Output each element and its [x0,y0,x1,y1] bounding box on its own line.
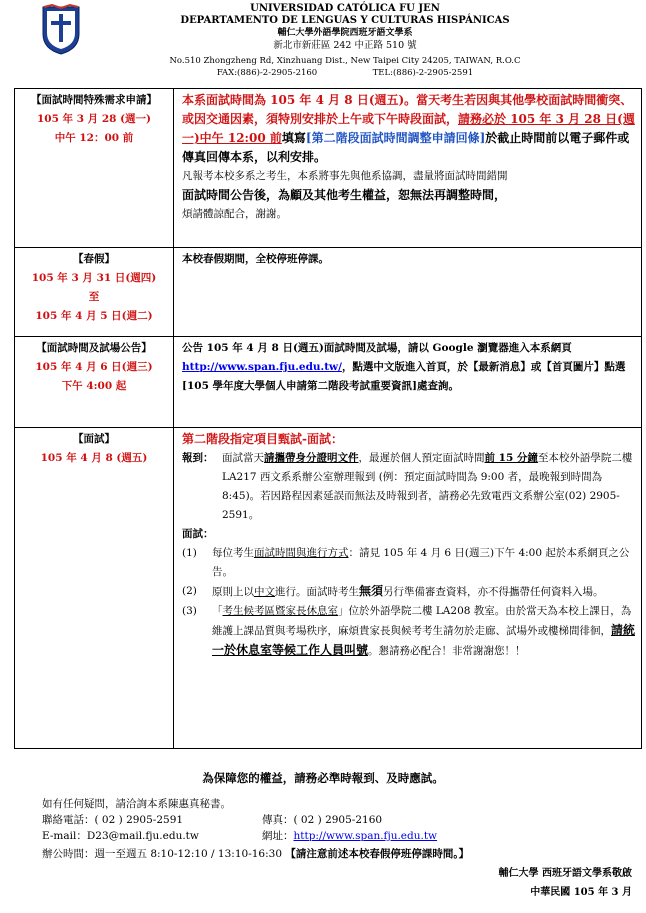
tel: TEL:(886)-2-2905-2591 [372,68,474,78]
row-label: 【春假】 [73,253,115,265]
row-label: 【面試時間特殊需求申請】 [31,94,157,106]
row-date: 105 年 3 月 28 (週一) [36,113,152,125]
row-date-start: 105 年 3 月 31 日(週四) [31,272,157,284]
footer-fax: 傳真：( 02 ) 2905-2160 [262,814,383,826]
announcement-paragraph: 公告 105 年 4 月 8 日(週五)面試時間及試場，請以 Google 瀏覽器進入本系網頁 http://www.span.fju.edu.tw/，點選中文版進入首頁，於【最新消息】或【首頁圖片】點選[105 學年度大學個人申請第二階段考試重要資訊]處查詢。 [182,342,626,392]
row-date: 105 年 4 月 8 (週五) [40,452,148,464]
row-label-cell [15,89,174,248]
fax: FAX:(886)-2-2905-2160 [216,68,318,78]
report-label: 報到： [182,452,214,464]
footer-website: 網址：http://www.span.fju.edu.tw [262,830,438,842]
footer-email: E-mail：D23@mail.fju.edu.tw [42,830,199,842]
address-english: No.510 Zhongzheng Rd, Xinzhuang Dist., New Taipei City 24205, TAIWAN, R.O.C [169,56,521,66]
row-label-cell [15,248,174,337]
row-content-cell [174,248,642,337]
spring-break-note: 本校春假期間，全校停班停課。 [182,253,329,265]
report-text: 面試當天請攜帶身分證明文件，最遲於個人預定面試時間前 15 分鐘至本校外語學院二樓 LA217 西文系系辦公室辦理報到 (例：預定面試時間為 9:00 者，最晚報到時間為 8:45)。若因路程因素延誤而無法及時報到者，請務必先致電西文系辦公室(02) 2905-2591。 [222,452,633,521]
row-date-to: 至 [88,291,100,303]
row-date-end: 105 年 4 月 5 日(週二) [35,310,153,322]
spring-break-notice: 【請注意前述本校春假停班停課時間。】 [285,848,470,860]
signature: 輔仁大學 西班牙語文學系敬啟 [498,868,632,879]
report-section [182,449,635,525]
table-row [15,89,642,248]
footer-intro: 如有任何疑問，請洽詢本系陳惠真秘書。 [42,798,231,810]
university-crest-icon [40,4,82,56]
tagline: 為保障您的權益，請務必準時報到、及時應試。 [202,771,444,785]
row-label-cell [15,428,174,749]
row-content-cell [174,89,642,248]
table-row [15,337,642,428]
list-item: (1) 每位考生面試時間與進行方式：請見 105 年 4 月 6 日(週三)下午 4:00 起於本系網頁之公告。 [182,547,630,578]
department-name: DEPARTAMENTO DE LENGUAS Y CULTURAS HISPÁNICAS [180,15,510,26]
footer-hours-line [42,846,469,862]
row-time: 下午 4:00 起 [61,380,127,392]
row-content-cell [174,428,642,749]
list-item: (2) 原則上以中文進行。面試時考生無須另行準備審查資料，亦不得攜帶任何資料入場。 [182,584,604,598]
issue-date: 中華民國 105 年 3 月 [530,887,632,898]
interview-title: 第二階段指定項目甄試-面試： [182,432,343,446]
row-content-cell [174,337,642,428]
no-change-note: 面試時間公告後，為顧及其他考生權益，恕無法再調整時間， [182,188,507,202]
fax-tel-line [95,67,595,79]
schedule-table [14,88,642,749]
department-website-link[interactable]: http://www.span.fju.edu.tw/ [182,361,342,373]
table-row [15,248,642,337]
multi-dept-note: 凡報考本校多系之考生，本系將事先與他系協調，盡量將面試時間錯開 [182,170,508,182]
interview-label: 面試： [182,528,214,540]
row-label: 【面試時間及試場公告】 [36,342,152,354]
address-chinese: 新北市新莊區 242 中正路 510 號 [273,40,417,51]
table-row [15,428,642,749]
office-hours: 辦公時間：週一至週五 8:10-12:10 / 13:10-16:30 [42,848,283,860]
thanks-note: 煩請體諒配合，謝謝。 [182,208,287,220]
row-label-cell [15,337,174,428]
letterhead [0,0,646,86]
footer-phone: 聯絡電話：( 02 ) 2905-2591 [42,814,184,826]
row-time: 中午 12：00 前 [54,132,134,144]
special-request-paragraph: 本系面試時間為 105 年 4 月 8 日(週五)。當天考生若因與其他學校面試時間衝突、或因交通因素，須特別安排於上午或下午時段面試，請務必於 105 年 3 月 28 日(週一)中午 12:00 前填寫[第二階段面試時間調整申請回條]於截止時間前以電子郵件或傳真回傳本系，以利安排。 [182,93,635,164]
list-item: (3) 「考生候考區暨家長休息室」位於外語學院二樓 LA208 教室。由於當天為本校上課日，為維護上課品質與考場秩序，麻煩貴家長與候考考生請勿於走廊、試場外或樓梯間徘徊，請統一於休息室等候工作人員叫號。懇請務必配合！非常謝謝您！！ [182,605,636,657]
row-label: 【面試】 [73,433,115,445]
footer-website-link[interactable]: http://www.span.fju.edu.tw [293,830,438,842]
university-name: UNIVERSIDAD CATÓLICA FU JEN [250,3,440,14]
department-chinese-name: 輔仁大學外語學院西班牙語文學系 [277,28,413,38]
row-date: 105 年 4 月 6 日(週三) [35,361,153,373]
